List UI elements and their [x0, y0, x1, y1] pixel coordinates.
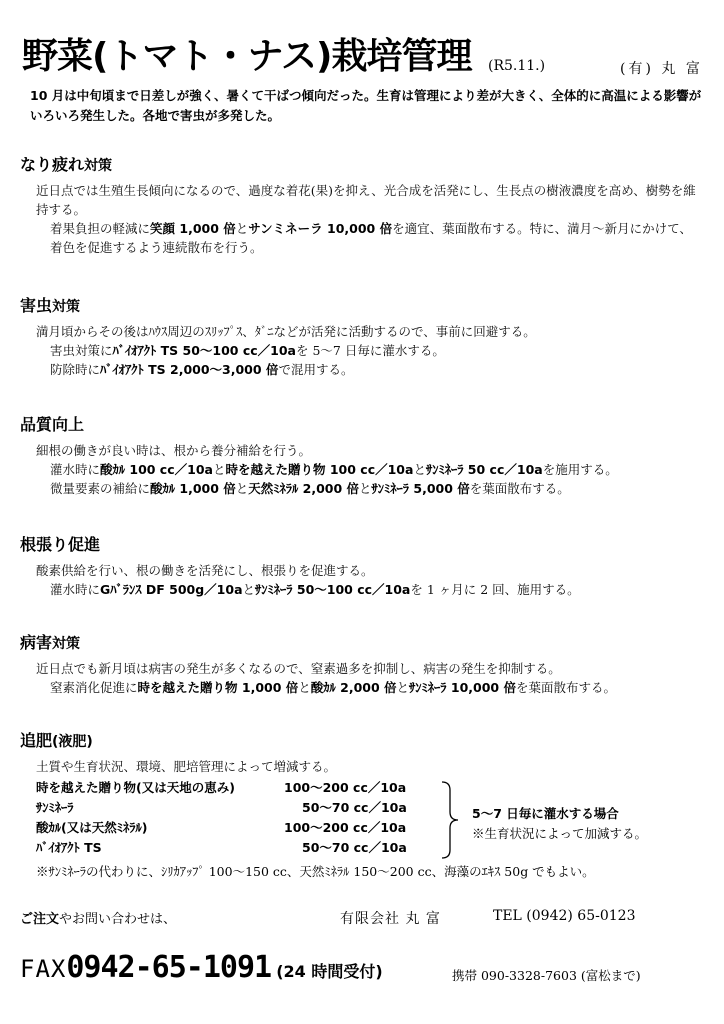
section-text: 微量要素の補給に酸ｶﾙ 1,000 倍と天然ﾐﾈﾗﾙ 2,000 倍とｻﾝﾐﾈｰﾗ 5,000 倍を葉面散布する。: [50, 481, 570, 496]
section-title: 追肥(液肥): [20, 731, 93, 750]
section-text: 灌水時に酸ｶﾙ 100 cc／10aと時を越えた贈り物 100 cc／10aとｻﾝﾐﾈｰﾗ 50 cc／10aを施用する。: [50, 462, 618, 477]
fertilizer-amount: 50～70 cc／10a: [302, 800, 407, 815]
page-title: 野菜(トマト・ナス)栽培管理: [22, 36, 472, 77]
fertilizer-amount: 100～200 cc／10a: [284, 820, 407, 835]
contact-prompt: ご注文やお問い合わせは、: [20, 912, 177, 927]
section-roots: [20, 532, 710, 599]
fertilizer-note: ※生育状況によって加減する。: [472, 826, 648, 841]
right-brace-icon: [440, 780, 460, 860]
section-pests: [20, 293, 710, 379]
section-fatigue: [20, 152, 710, 257]
section-title: なり疲れ対策: [20, 155, 113, 174]
fax-number: 0942-65-1091: [66, 950, 272, 985]
section-text: 防除時にﾊﾞｲｵｱｸﾄ TS 2,000～3,000 倍で混用する。: [50, 362, 354, 377]
section-quality: [20, 412, 710, 498]
section-title: 病害対策: [20, 633, 81, 652]
fax-hours: (24 時間受付): [276, 962, 383, 981]
fertilizer-amount: 100～200 cc／10a: [284, 780, 407, 795]
fertilizer-product: 酸ｶﾙ(又は天然ﾐﾈﾗﾙ): [36, 820, 148, 835]
fertilizer-product: 時を越えた贈り物(又は天地の恵み): [36, 780, 235, 795]
section-title: 害虫対策: [20, 296, 81, 315]
header-company: (有) 丸 富: [620, 61, 703, 77]
section-text: 近日点でも新月頃は病害の発生が多くなるので、窒素過多を抑制し、病害の発生を抑制する。: [36, 661, 561, 676]
section-fertilizer: [20, 728, 710, 886]
section-title: 品質向上: [20, 415, 85, 434]
section-text: 近日点では生殖生長傾向になるので、過度な着花(果)を抑え、光合成を活発にし、生長点の樹液濃度を高め、樹勢を維持する。: [36, 183, 696, 217]
fertilizer-amount: 50～70 cc／10a: [302, 840, 407, 855]
fertilizer-footnote: ※ｻﾝﾐﾈｰﾗの代わりに、ｼﾘｶｱｯﾌﾟ 100～150 cc、天然ﾐﾈﾗﾙ 150～200 cc、海藻のｴｷｽ 50g でもよい。: [36, 864, 595, 879]
section-text: 窒素消化促進に時を越えた贈り物 1,000 倍と酸ｶﾙ 2,000 倍とｻﾝﾐﾈｰﾗ 10,000 倍を葉面散布する。: [50, 680, 617, 695]
company-name: 有限会社 丸 富: [340, 911, 441, 927]
section-text: 害虫対策にﾊﾞｲｵｱｸﾄ TS 50～100 cc／10aを 5～7 日毎に灌水する。: [50, 343, 445, 358]
fertilizer-product: ｻﾝﾐﾈｰﾗ: [36, 800, 74, 815]
mobile-number: 携帯 090-3328-7603 (富松まで): [452, 968, 641, 983]
section-text: 満月頃からその後はﾊｳｽ周辺のｽﾘｯﾌﾟｽ、ﾀﾞﾆなどが活発に活動するので、事前に回避する。: [36, 324, 536, 339]
section-text: 酸素供給を行い、根の働きを活発にし、根張りを促進する。: [36, 563, 374, 578]
telephone-number: TEL (0942) 65-0123: [493, 908, 636, 924]
section-disease: [20, 630, 710, 697]
issue-date: (R5.11.): [488, 58, 546, 74]
section-text: 灌水時にGﾊﾞﾗﾝｽ DF 500g／10aとｻﾝﾐﾈｰﾗ 50～100 cc／10aを 1 ヶ月に 2 回、施用する。: [50, 582, 580, 597]
section-text: 細根の働きが良い時は、根から養分補給を行う。: [36, 443, 312, 458]
section-title: 根張り促進: [20, 535, 101, 554]
fax-block: [20, 950, 383, 985]
fertilizer-table: [20, 776, 710, 886]
fax-label: FAX: [20, 955, 67, 983]
fertilizer-product: ﾊﾞｲｵｱｸﾄ TS: [36, 840, 102, 855]
section-text: 土質や生育状況、環境、肥培管理によって増減する。: [36, 759, 337, 774]
section-text: 着果負担の軽減に笑顔 1,000 倍とサンミネーラ 10,000 倍を適宜、葉面散布する。特に、満月～新月にかけて、着色を促進するよう連続散布を行う。: [50, 221, 692, 255]
intro-paragraph: 10 月は中旬頃まで日差しが強く、暑くて干ばつ傾向だった。生育は管理により差が大きく、全体的に高温による影響がいろいろ発生した。各地で害虫が多発した。: [30, 88, 702, 123]
fertilizer-note: 5～7 日毎に灌水する場合: [472, 806, 619, 821]
